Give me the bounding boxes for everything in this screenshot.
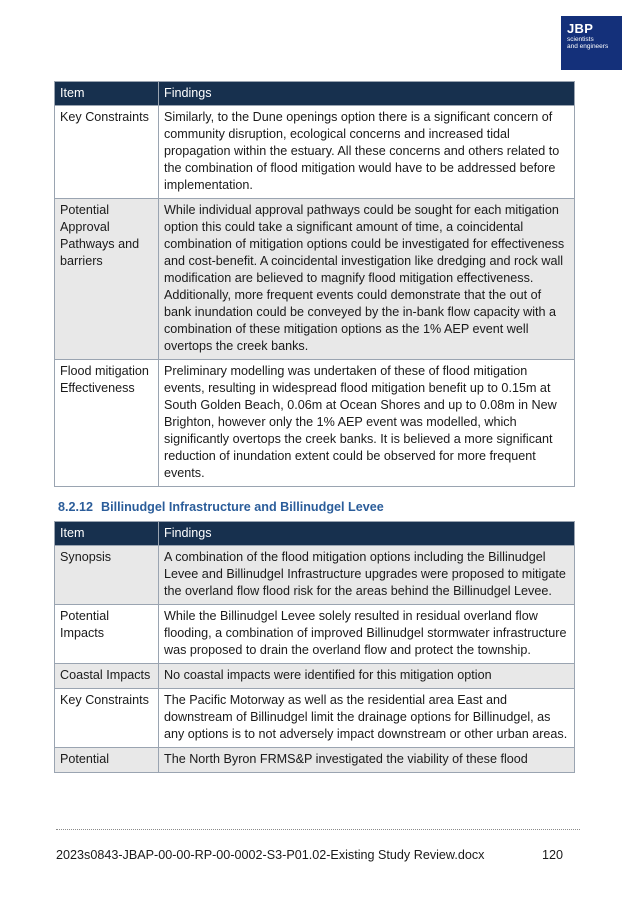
column-header-findings: Findings xyxy=(159,82,575,106)
row-item-synopsis: Synopsis xyxy=(55,546,159,605)
findings-table-billinudgel xyxy=(54,521,575,773)
row-item-coastal-impacts: Coastal Impacts xyxy=(55,664,159,689)
table-row xyxy=(55,689,575,748)
logo-tagline-line2: and engineers xyxy=(567,43,609,50)
row-findings: While the Billinudgel Levee solely resulted in residual overland flow flooding, a combination of improved Billinudgel stormwater infrastructure was proposed to drain the overland flow and protect the township. xyxy=(159,605,575,664)
table-row xyxy=(55,199,575,360)
row-item-flood-mitigation-effectiveness: Flood mitigation Effectiveness xyxy=(55,360,159,487)
row-findings: No coastal impacts were identified for this mitigation option xyxy=(159,664,575,689)
table-row xyxy=(55,748,575,773)
section-title: Billinudgel Infrastructure and Billinudgel Levee xyxy=(101,500,384,514)
table-header-row xyxy=(55,82,575,106)
footer-divider xyxy=(56,829,580,830)
table-row xyxy=(55,664,575,689)
row-findings: The North Byron FRMS&P investigated the viability of these flood xyxy=(159,748,575,773)
table-row xyxy=(55,360,575,487)
row-item-potential: Potential xyxy=(55,748,159,773)
row-item-approval-pathways: Potential Approval Pathways and barriers xyxy=(55,199,159,360)
row-findings: The Pacific Motorway as well as the residential area East and downstream of Billinudgel limit the drainage options for Billinudgel, as any options is to not adversely impact downstream or other urban areas. xyxy=(159,689,575,748)
row-item-key-constraints: Key Constraints xyxy=(55,689,159,748)
row-findings: Similarly, to the Dune openings option there is a significant concern of community disruption, ecological concerns and increased tidal propagation within the estuary. All these concerns and others related to the combination of flood mitigation would have to be addressed before implementation. xyxy=(159,106,575,199)
findings-table-continued xyxy=(54,81,575,487)
table-row xyxy=(55,546,575,605)
row-findings: While individual approval pathways could be sought for each mitigation option this could take a significant amount of time, a coincidental combination of mitigation options could be investigated for effectiveness and cost-benefit. A coincidental investigation like dredging and rock wall modification are believed to magnify flood mitigation effectiveness. Additionally, more frequent events could demonstrate that the out of bank inundation could be conveyed by the in-bank flow capacity with a combination of these mitigation options as the 1% AEP event well overtops the creek banks. xyxy=(159,199,575,360)
table-row xyxy=(55,605,575,664)
logo-wordmark: JBP xyxy=(567,21,594,36)
table-row xyxy=(55,106,575,199)
footer-document-id: 2023s0843-JBAP-00-00-RP-00-0002-S3-P01.02-Existing Study Review.docx xyxy=(56,848,485,862)
row-item-key-constraints: Key Constraints xyxy=(55,106,159,199)
logo-tagline-line1: scientists xyxy=(567,36,594,43)
section-heading xyxy=(58,500,384,514)
column-header-item: Item xyxy=(55,82,159,106)
row-findings: Preliminary modelling was undertaken of these of flood mitigation events, resulting in widespread flood mitigation benefit up to 0.15m at South Golden Beach, 0.06m at Ocean Shores and up to 0.08m in New Brighton, however only the 1% AEP event was modelled, which significantly overtops the creek banks. It is believed a more significant reduction of inundation extent could be observed for more frequent events. xyxy=(159,360,575,487)
jbp-logo xyxy=(561,16,622,70)
row-item-potential-impacts: Potential Impacts xyxy=(55,605,159,664)
column-header-item: Item xyxy=(55,522,159,546)
footer-page-number: 120 xyxy=(542,848,564,862)
column-header-findings: Findings xyxy=(159,522,575,546)
section-number: 8.2.12 xyxy=(58,500,94,514)
row-findings: A combination of the flood mitigation options including the Billinudgel Levee and Billinudgel Infrastructure upgrades were proposed to mitigate the overland flow flood risk for the areas behind the Billinudgel Levee. xyxy=(159,546,575,605)
table-header-row xyxy=(55,522,575,546)
